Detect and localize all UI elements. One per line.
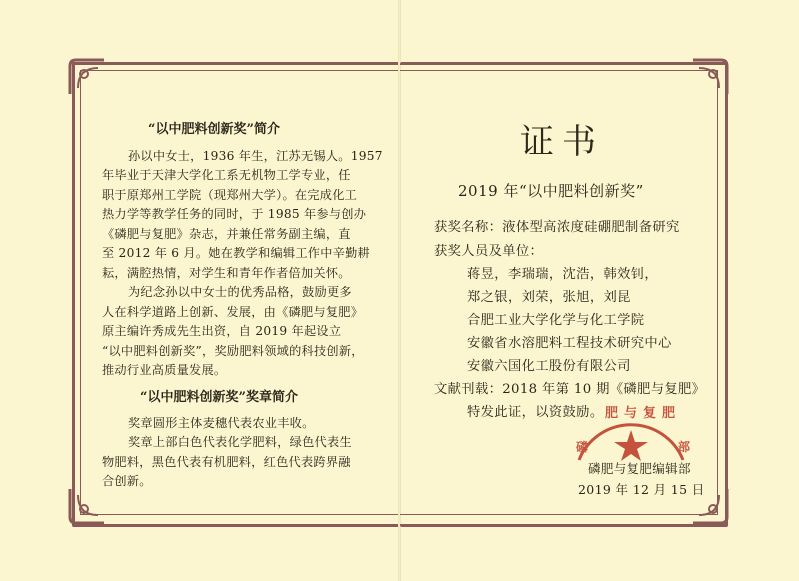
intro-heading: “以中肥料创新奖”简介 [148,122,280,137]
journal-line: 文献刊载：2018 年第 10 期《磷肥与复肥》 [434,382,706,397]
people-label: 获奖人员及单位： [434,244,544,259]
intro-line: 原主编许秀成先生出资，自 2019 年起设立 [102,324,342,338]
recipient-line: 蒋昱，李瑞瑞，沈浩，韩效钊， [467,267,659,282]
star-icon [614,430,648,461]
closing-line: 特发此证，以资鼓励。 [467,405,604,420]
medal-heading: “以中肥料创新奖”奖章简介 [140,390,298,405]
intro-line: 耘，满腔热情，对学生和青年作者倍加关怀。 [102,266,351,280]
left-page [0,0,399,581]
medal-line: 奖章上部白色代表化学肥料，绿色代表生 [128,435,352,449]
seal-top-chars: 肥与复肥 [605,406,682,421]
intro-line: 为纪念孙以中女士的优秀品格，鼓励更多 [128,285,352,299]
intro-line: 热力学等教学任务的同时，于 1985 年参与创办 [102,207,367,221]
issuer-name: 磷肥与复肥编辑部 [588,461,691,476]
corner-ornament-icon [68,487,106,525]
award-subtitle: 2019 年“以中肥料创新奖” [458,182,644,200]
recipient-line: 郑之银，刘荣，张旭，刘昆 [467,290,631,305]
intro-line: 人在科学道路上创新、发展，由《磷肥与复肥》 [102,305,364,319]
intro-line: 孙以中女士，1936 年生，江苏无锡人。1957 [128,149,383,163]
issue-date: 2019 年 12 月 15 日 [578,482,705,497]
medal-line: 奖章圆形主体麦穗代表农业丰收。 [128,416,315,430]
intro-line: 至 2012 年 6 月。她在教学和编辑工作中辛勤耕 [102,246,370,260]
intro-line: 职于原郑州工学院（现郑州大学）。在完成化工 [102,188,358,202]
medal-line: 合创新。 [102,474,152,488]
medal-line: 物肥料，黑色代表有机肥料，红色代表跨界融 [102,455,351,469]
corner-ornament-icon [691,58,729,96]
recipient-line: 安徽六国化工股份有限公司 [467,359,631,374]
intro-line: 《磷肥与复肥》杂志，并兼任常务副主编，直 [102,227,351,241]
seal-left-char: 磷 [576,440,589,454]
corner-ornament-icon [68,58,106,96]
intro-line: 推动行业高质量发展。 [102,363,227,377]
project-line: 获奖名称：液体型高浓度硅硼肥制备研究 [434,220,680,235]
certificate-title: 证书 [520,122,604,162]
recipient-line: 安徽省水溶肥料工程技术研究中心 [467,336,672,351]
intro-line: “以中肥料创新奖”，奖励肥料领域的科技创新， [102,344,364,358]
intro-line: 年毕业于天津大学化工系无机物工学专业，任 [102,168,351,182]
recipient-line: 合肥工业大学化学与化工学院 [467,313,645,328]
seal-right-char: 部 [678,440,691,454]
right-page [400,0,799,581]
